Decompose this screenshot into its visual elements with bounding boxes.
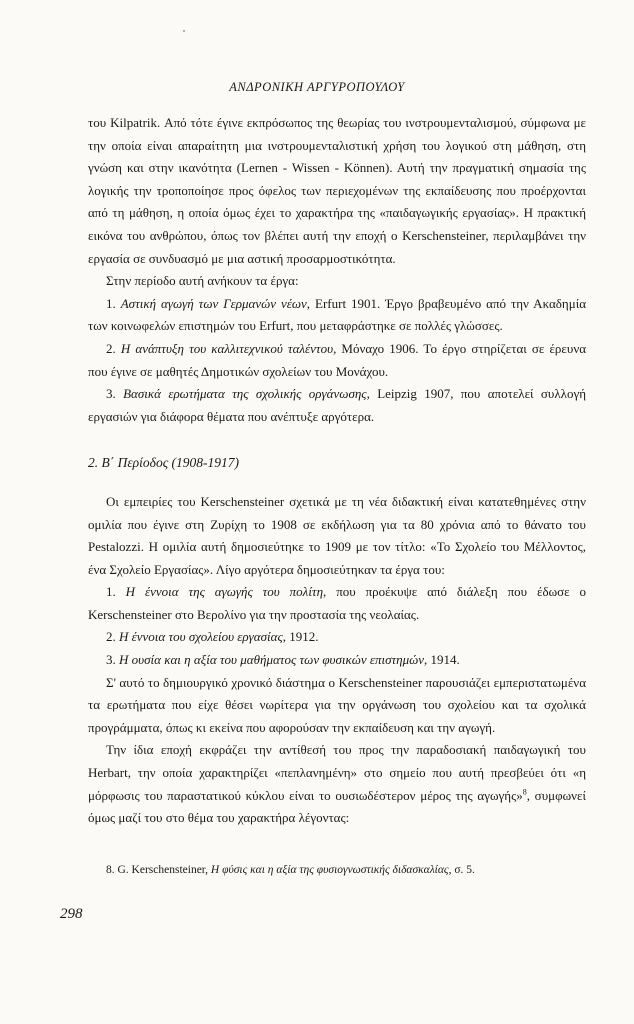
paragraph: Σ' αυτό το δημιουργικό χρονικό διάστημα ο Kerschensteiner παρουσιάζει εμπεριστατωμένα τα ερωτήματα που είχε θέσει νωρίτερα για την οργάνωση του σχολείου και τα σχολικά προγράμματα, όπως κι εκείνα που αφορούσαν την εκπαίδευση και την αγωγή. <box>88 674 586 735</box>
work-title: Αστική αγωγή των Γερμανών νέων <box>120 295 307 311</box>
section-title: 2. Β΄ Περίοδος (1908-1917) <box>88 455 240 471</box>
list-number: 1. <box>106 295 116 311</box>
paragraph <box>88 739 586 829</box>
running-header: ΑΝΔΡΟΝΙΚΗ ΑΡΓΥΡΟΠΟΥΛΟΥ <box>229 80 405 94</box>
list-number: 2. <box>106 340 116 356</box>
list-item <box>88 649 586 672</box>
list-number: 2. <box>106 629 116 645</box>
footnote <box>88 862 588 878</box>
work-title: Βασικά ερωτήματα της σχολικής οργάνωσης <box>123 386 367 402</box>
work-details: , Erfurt 1901. Έργο βραβευμένο από την Ακαδημία των κοινωφελών επιστημών του Erfurt, που μεταφράστηκε σε πολλές γλώσσες. <box>88 295 587 334</box>
list-number: 3. <box>106 386 116 402</box>
paragraph-text: Την ίδια εποχή εκφράζει την αντίθεσή του προς την παραδοσιακή παιδαγωγική του Herbart, την οποία χαρακτηρίζει «πεπλανημένη» στο σημείο που αυτή πρεσβεύει ότι «η μόρφωσις του παραστατικού κύκλου είναι το ουσιωδέστερον μέρος της αγωγής» <box>88 742 586 803</box>
list-item <box>88 338 586 383</box>
footnote-ref[interactable]: 8 <box>522 787 527 797</box>
work-title: Η ουσία και η αξία του μαθήματος των φυσικών επιστημών <box>119 652 424 668</box>
work-details: , 1912. <box>282 629 319 645</box>
page-number: 298 <box>60 906 83 922</box>
work-details: , που προέκυψε από διάλεξη που έδωσε ο Kerschensteiner στο Βερολίνο για την προστασία της νεολαίας. <box>88 584 587 622</box>
footnote-title: Η φύσις και η αξία της φυσιογνωστικής διδασκαλίας <box>210 864 449 876</box>
work-title: Η έννοια της αγωγής του πολίτη <box>125 584 324 600</box>
list-item <box>88 293 586 338</box>
footnote-suffix: , σ. 5. <box>448 864 475 876</box>
speck <box>183 30 185 32</box>
footnote-prefix: 8. G. Kerschensteiner, <box>106 864 211 876</box>
work-title: Η ανάπτυξη του καλλιτεχνικού ταλέντου <box>120 340 334 356</box>
body-text <box>88 112 586 830</box>
paragraph: Στην περίοδο αυτή ανήκουν τα έργα: <box>106 273 299 289</box>
paragraph: του Kilpatrik. Από τότε έγινε εκπρόσωπος της θεωρίας του ινστρουμενταλισμού, σύμφωνα με την οποία είναι απαραίτητη μια ινστρουμενταλιστική χρήση του λογικού στη μάθηση, στη γνώση και στην ικανότητα (Lernen - Wissen - Können). Αυτή την πραγματική σημασία της λογικής την τροποποίησε προς όφελος των περιεχομένων της εκπαίδευσης που προέρχονται από τη μάθηση, η οποία όμως έχει το χαρακτήρα της «παιδαγωγικής εργασίας». Η πρακτική εικόνα του ανθρώπου, όπως τον βλέπει αυτή την εποχή ο Kerschensteiner, περιλαμβάνει την εργασία σε συνδυασμό με μια αστική προσαρμοστικότητα. <box>88 115 586 266</box>
list-item <box>88 581 586 626</box>
list-item <box>88 626 586 649</box>
paragraph: Οι εμπειρίες του Kerschensteiner σχετικά με τη νέα διδακτική είναι κατατεθημένες στην ομιλία που έγινε στη Ζυρίχη το 1908 σε εκδήλωση για τα 80 χρόνια από το θάνατο του Pestalozzi. Η ομιλία αυτή δημοσιεύτηκε το 1909 με τον τίτλο: «Το Σχολείο του Μέλλοντος, ένα Σχολείο Εργασίας». Λίγο αργότερα δημοσιεύτηκαν τα έργα του: <box>88 493 586 577</box>
list-number: 3. <box>106 652 116 668</box>
work-details: , Μόναχο 1906. Το έργο στηρίζεται σε έρευνα που έγινε σε μαθητές Δημοτικών σχολείων του Μονάχου. <box>88 340 587 379</box>
list-number: 1. <box>106 584 116 600</box>
list-item <box>88 383 586 428</box>
work-title: Η έννοια του σχολείου εργασίας <box>119 629 283 645</box>
work-details: , Leipzig 1907, που αποτελεί συλλογή εργασιών για διάφορα θέματα που ανέπτυξε αργότερα. <box>88 386 586 424</box>
paragraph-text: , συμφωνεί όμως μαζί του στο θέμα του χαρακτήρα λέγοντας: <box>88 787 586 826</box>
work-details: , 1914. <box>423 652 460 668</box>
